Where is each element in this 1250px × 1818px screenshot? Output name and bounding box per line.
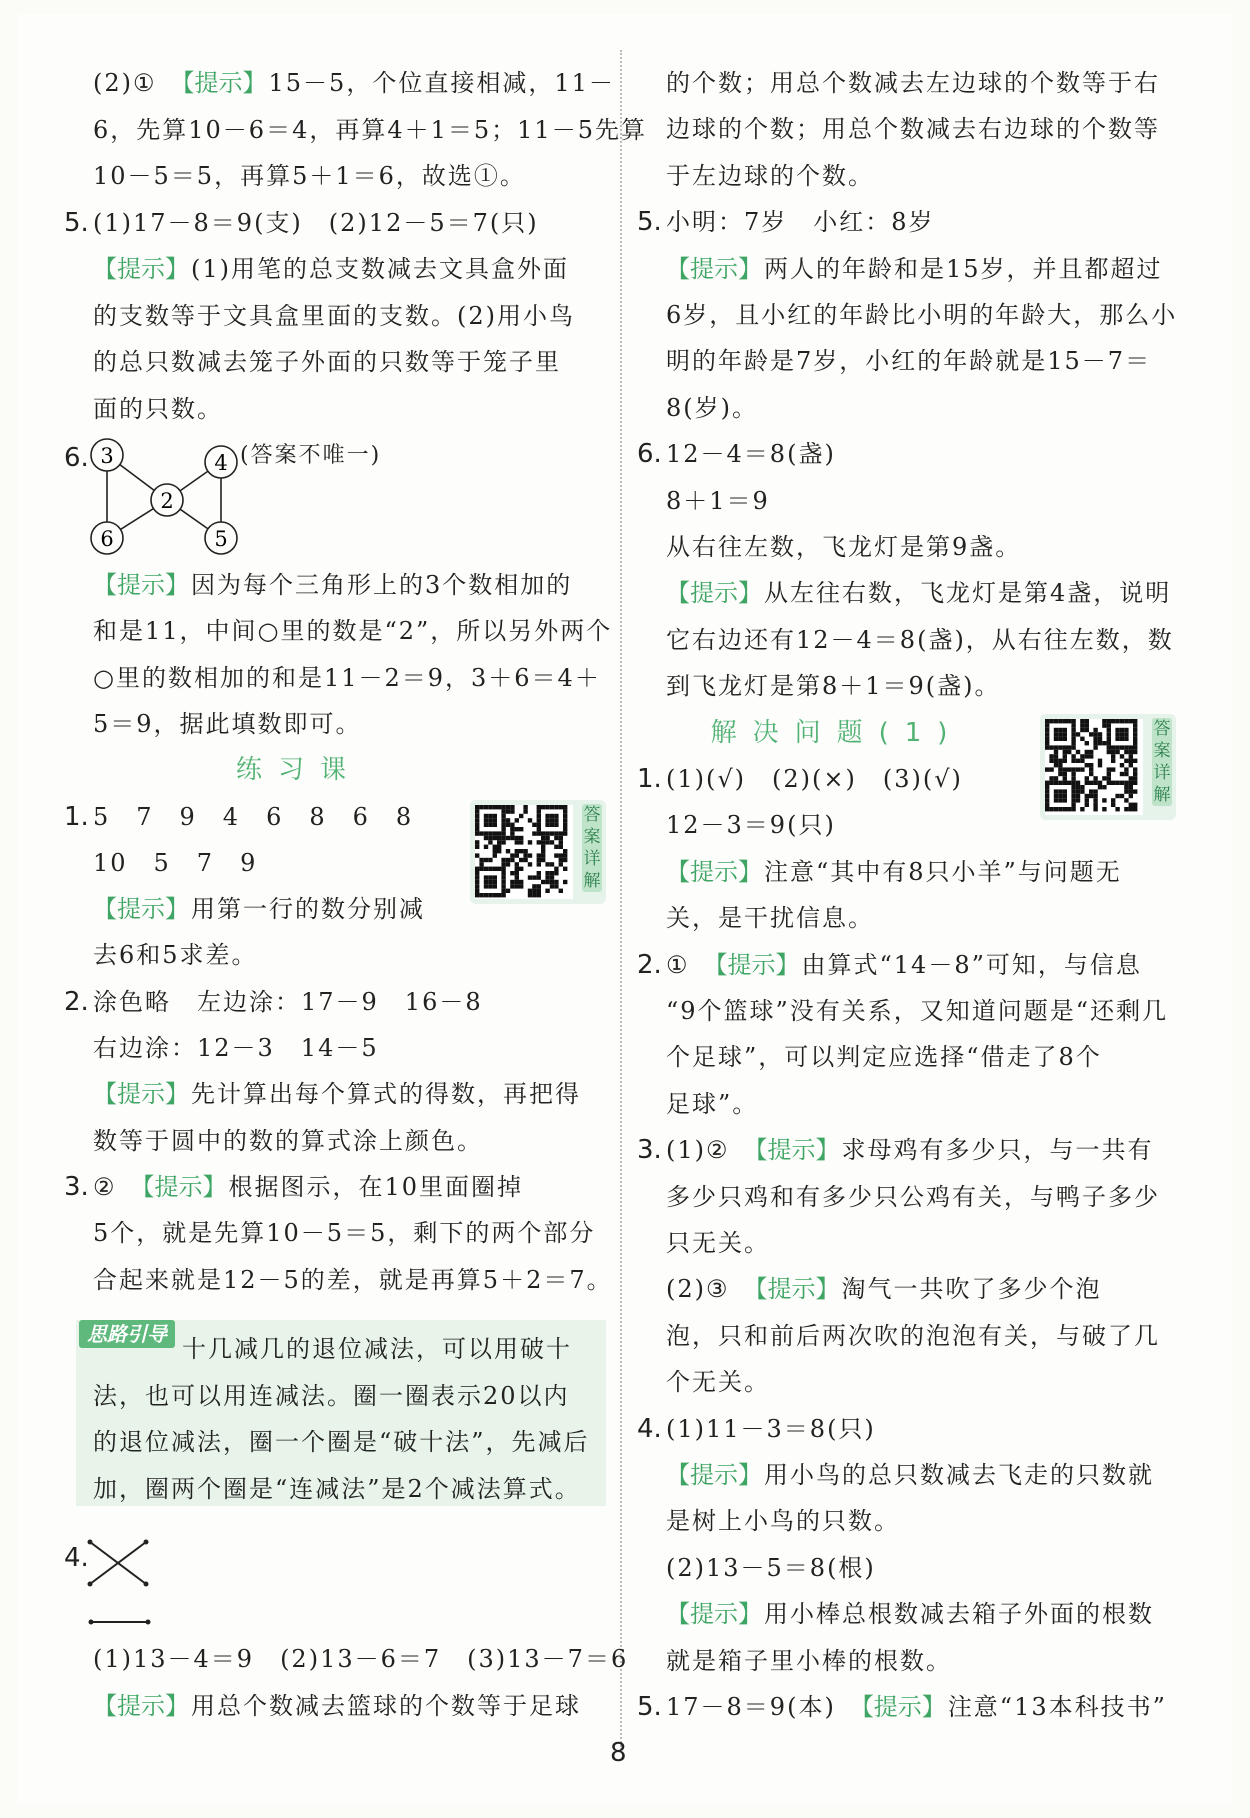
text: 的支数等于文具盒里面的支数。(2)用小鸟 — [93, 301, 575, 330]
text: 的总只数减去笼子外面的只数等于笼子里 — [93, 348, 561, 376]
answer-line — [637, 1266, 1182, 1312]
circle-number: 5 — [214, 527, 228, 551]
text: 5 7 9 4 6 8 6 8 — [93, 802, 414, 831]
matching-lines-diagram — [86, 1538, 156, 1628]
answer-line — [637, 246, 1182, 292]
text: 于左边球的个数。 — [666, 161, 874, 190]
hint-label: 【提示】 — [703, 950, 800, 979]
hint-label: 【提示】 — [93, 1080, 189, 1109]
tip-box-tag: 思路引导 — [79, 1320, 175, 1348]
answer-line — [64, 1071, 609, 1117]
text: 根据图示，在10里面圈掉 — [228, 1172, 524, 1201]
tip-line: 十几减几的退位减法，可以用破十 — [182, 1335, 572, 1363]
answer-choice: ② — [93, 1172, 117, 1201]
answer-line — [64, 979, 609, 1025]
text: 边球的个数；用总个数减去右边球的个数等 — [666, 115, 1160, 144]
question-number: 2. — [637, 949, 662, 980]
line-text — [93, 1210, 595, 1256]
text: 个足球”，可以判定应选择“借走了8个 — [666, 1043, 1102, 1072]
line-text — [93, 246, 569, 292]
answer-line — [64, 608, 613, 654]
hint-label: 【提示】 — [93, 571, 189, 599]
line-text — [666, 199, 935, 245]
line-text — [666, 524, 1021, 570]
line-text — [666, 1545, 876, 1591]
text: 到飞龙灯是第8＋1＝9(盏)。 — [666, 672, 1001, 701]
text: “9个篮球”没有关系，又知道问题是“还剩几 — [666, 997, 1169, 1025]
text: (1)11－3＝8(只) — [666, 1414, 876, 1443]
answer-line — [64, 701, 609, 747]
answer-line — [637, 385, 1182, 431]
line-text — [93, 1118, 483, 1164]
answer-line — [637, 1034, 1182, 1080]
answer-line — [637, 1498, 1182, 1544]
text: 12－3＝9(只) — [666, 811, 836, 840]
answer-line — [64, 1025, 609, 1071]
line-text — [666, 1127, 1154, 1173]
text: 用小棒总根数减去箱子外面的根数 — [764, 1600, 1154, 1629]
text: 8＋1＝9 — [666, 486, 770, 515]
text: 12－4＝8(盏) — [666, 440, 836, 469]
answer-line — [64, 1636, 629, 1682]
line-text — [666, 1591, 1154, 1637]
line-text — [666, 1220, 770, 1266]
page-number: 8 — [610, 1738, 627, 1768]
answer-line — [637, 942, 1182, 988]
text: 用总个数减去篮球的个数等于足球 — [191, 1691, 581, 1720]
line-text — [93, 386, 223, 432]
line-text — [93, 701, 362, 747]
line-text — [93, 979, 483, 1025]
question-number: 4. — [64, 1543, 89, 1573]
text: 6，先算10－6＝4，再算4＋1＝5；11－5先算 — [93, 115, 647, 144]
answer-line — [637, 1174, 1182, 1220]
answer-line — [637, 1313, 1182, 1359]
circle-number: 3 — [100, 444, 114, 468]
answer-line — [64, 1164, 609, 1210]
section-heading-text: 解决问题(1) — [710, 717, 964, 748]
line-text — [666, 153, 874, 199]
line-text — [93, 840, 257, 886]
answer-line — [637, 1359, 1182, 1405]
text: ○里的数相加的和是11－2＝9，3＋6＝4＋ — [93, 663, 601, 692]
hint-label: 【提示】 — [666, 857, 762, 886]
answer-line — [637, 338, 1182, 384]
line-text — [666, 246, 1163, 292]
qr-code-right[interactable] — [1040, 714, 1176, 820]
text: 只无关。 — [666, 1229, 770, 1257]
text: 泡，只和前后两次吹的泡泡有关，与破了几 — [666, 1321, 1160, 1350]
answer-line — [637, 1081, 1182, 1127]
qr-label: 答案详解 — [583, 805, 601, 891]
text: 注意“13本科技书” — [947, 1693, 1167, 1721]
text: 和是11，中间○里的数是“2”，所以另外两个 — [93, 617, 613, 646]
answer-line — [64, 339, 609, 385]
tip-line: 加，圈两个圈是“连减法”是2个减法算式。 — [93, 1474, 581, 1503]
text: 右边涂：12－3 14－5 — [93, 1034, 379, 1062]
answer-line — [64, 562, 609, 608]
text: 因为每个三角形上的3个数相加的 — [191, 571, 573, 599]
answer-line — [637, 849, 1182, 895]
hint-label: 【提示】 — [666, 579, 762, 608]
question-number: 1. — [64, 801, 89, 832]
line-text — [93, 932, 258, 978]
section-heading — [637, 710, 1037, 756]
text: 明的年龄是7岁，小红的年龄就是15－7＝ — [666, 347, 1152, 376]
answer-line — [64, 293, 609, 339]
line-text — [93, 1025, 379, 1071]
question-number: 3. — [637, 1135, 662, 1166]
line-text — [666, 1034, 1102, 1080]
line-text — [666, 570, 1171, 616]
answer-line — [64, 932, 609, 978]
line-text — [666, 849, 1122, 895]
text: 它右边还有12－4＝8(盏)，从右往左数，数 — [666, 625, 1174, 654]
line-text — [666, 292, 1177, 338]
line-text — [93, 1071, 581, 1117]
answer-line — [637, 1591, 1182, 1637]
answer-line — [637, 1545, 1182, 1591]
question-number: 4. — [637, 1413, 662, 1444]
answer-line — [637, 524, 1182, 570]
section-heading — [64, 747, 534, 793]
hint-label: 【提示】 — [93, 255, 189, 283]
line-text — [93, 608, 612, 654]
line-text — [93, 794, 413, 840]
text: 用第一行的数分别减 — [191, 895, 425, 924]
text: 小明：7岁 小红：8岁 — [666, 208, 935, 237]
answer-line — [64, 1118, 609, 1164]
line-text — [666, 988, 1168, 1034]
qr-label: 答案详解 — [1153, 719, 1171, 805]
line-text — [666, 1406, 876, 1452]
answer-line — [637, 663, 1182, 709]
answer-choice: (1)② — [666, 1136, 730, 1165]
line-text — [666, 1174, 1160, 1220]
text: (1)13－4＝9 (2)13－6＝7 (3)13－7＝6 — [93, 1645, 629, 1673]
answer-line — [637, 292, 1182, 338]
line-text — [93, 200, 539, 246]
line-text — [666, 1498, 900, 1544]
text: 8(岁)。 — [666, 393, 758, 422]
line-text — [93, 1636, 628, 1682]
line-text — [666, 478, 770, 524]
qr-code-icon — [475, 805, 573, 899]
text: 10－5＝5，再算5＋1＝6，故选①。 — [93, 162, 526, 190]
line-text — [666, 385, 758, 431]
line-text — [93, 886, 425, 932]
text: 从左往右数，飞龙灯是第4盏，说明 — [764, 579, 1172, 608]
answer-line — [637, 1684, 1182, 1730]
line-text — [93, 655, 601, 701]
answer-line — [64, 107, 647, 153]
line-text — [666, 942, 1142, 988]
text: 足球”。 — [666, 1089, 759, 1118]
line-text — [666, 106, 1160, 152]
hint-label: 【提示】 — [743, 1275, 840, 1304]
text: 淘气一共吹了多少个泡 — [841, 1275, 1102, 1304]
line-text — [666, 1081, 758, 1127]
line-text — [93, 107, 647, 153]
answer-line — [637, 431, 1182, 477]
answer-line — [637, 199, 1182, 245]
line-text — [666, 431, 836, 477]
text: 合起来就是12－5的差，就是再算5＋2＝7。 — [93, 1265, 613, 1294]
answer-choice: 17－8＝9(本) — [666, 1693, 836, 1721]
qr-code-icon — [1045, 719, 1143, 815]
circle-number: 6 — [100, 527, 114, 551]
line-text — [93, 153, 526, 199]
number-triangles-diagram — [85, 436, 245, 558]
answer-line — [637, 1220, 1182, 1266]
text: 从右往左数，飞龙灯是第9盏。 — [666, 533, 1022, 561]
answer-line — [637, 895, 1182, 941]
text: 多少只鸡和有多少只公鸡有关，与鸭子多少 — [666, 1182, 1160, 1211]
text: 先计算出每个算式的得数，再把得 — [191, 1080, 581, 1109]
question-number: 5. — [637, 207, 662, 238]
answer-line — [64, 1683, 609, 1729]
section-heading-text: 练习课 — [235, 755, 362, 786]
answer-line — [64, 200, 609, 246]
column-divider — [620, 50, 622, 1750]
answer-choice: ① — [666, 950, 690, 979]
answer-line — [64, 60, 615, 106]
text: 用小鸟的总只数减去飞走的只数就 — [764, 1461, 1154, 1489]
answer-line — [637, 988, 1182, 1034]
answer-line — [637, 617, 1182, 663]
question-number: 5. — [637, 1692, 662, 1722]
text: 就是箱子里小棒的根数。 — [666, 1646, 952, 1675]
qr-code-left[interactable] — [470, 800, 606, 904]
hint-label: 【提示】 — [743, 1136, 840, 1165]
answer-line — [637, 570, 1182, 616]
answer-line — [64, 153, 609, 199]
line-text — [666, 1313, 1160, 1359]
text: 面的只数。 — [93, 394, 223, 423]
text: 去6和5求差。 — [93, 941, 258, 970]
answer-line — [637, 1638, 1182, 1684]
answer-line — [637, 153, 1182, 199]
question-number: 6. — [64, 443, 89, 473]
hint-label: 【提示】 — [170, 69, 267, 97]
line-text — [666, 895, 874, 941]
answer-line — [637, 60, 1182, 106]
line-text — [666, 1452, 1154, 1498]
hint-label: 【提示】 — [93, 895, 189, 924]
text: (2)13－5＝8(根) — [666, 1553, 876, 1582]
line-text — [666, 1684, 1167, 1730]
text: 个无关。 — [666, 1368, 770, 1397]
answer-choice: (2)③ — [666, 1275, 730, 1304]
text: 两人的年龄和是15岁，并且都超过 — [764, 254, 1163, 283]
line-text — [666, 1266, 1102, 1312]
answer-line — [64, 386, 609, 432]
question-number: 3. — [64, 1171, 89, 1202]
answer-line — [637, 478, 1182, 524]
line-text — [666, 338, 1151, 384]
circle-number: 4 — [214, 451, 228, 475]
line-text — [93, 339, 561, 385]
text: 是树上小鸟的只数。 — [666, 1507, 900, 1536]
question-number: 1. — [637, 764, 662, 794]
answer-choice: (2)① — [93, 69, 157, 97]
answer-note: (答案不唯一) — [240, 443, 382, 468]
text: 6岁，且小红的年龄比小明的年龄大，那么小 — [666, 301, 1178, 329]
answer-line — [637, 1127, 1182, 1173]
answer-line — [637, 1452, 1182, 1498]
answer-line — [637, 1406, 1182, 1452]
question-number: 5. — [64, 207, 89, 238]
question-number: 6. — [637, 439, 662, 470]
answer-line — [64, 1210, 609, 1256]
text: 由算式“14－8”可知，与信息 — [801, 950, 1142, 979]
answer-line — [64, 655, 609, 701]
line-text — [93, 1257, 613, 1303]
text: 注意“其中有8只小羊”与问题无 — [764, 857, 1122, 886]
line-text — [666, 1359, 770, 1405]
line-text — [93, 293, 575, 339]
line-text — [93, 1164, 523, 1210]
answer-line — [637, 106, 1182, 152]
question-number: 2. — [64, 986, 89, 1017]
line-text — [666, 60, 1160, 106]
answer-line — [64, 1257, 613, 1303]
text: 求母鸡有多少只，与一共有 — [841, 1136, 1154, 1165]
hint-label: 【提示】 — [93, 1691, 189, 1720]
hint-label: 【提示】 — [849, 1693, 946, 1721]
text: (1)17－8＝9(支) (2)12－5＝7(只) — [93, 208, 539, 237]
answer-line — [64, 246, 609, 292]
line-text — [666, 663, 1001, 709]
tip-line: 的退位减法，圈一个圈是“破十法”，先减后 — [93, 1428, 590, 1456]
text: 10 5 7 9 — [93, 848, 258, 877]
text: 数等于圆中的数的算式涂上颜色。 — [93, 1126, 483, 1155]
line-text — [666, 1638, 952, 1684]
circle-number: 2 — [160, 489, 174, 513]
text: 5＝9，据此填数即可。 — [93, 709, 362, 738]
text: 15－5，个位直接相减，11－ — [268, 69, 615, 97]
text: (1)用笔的总支数减去文具盒外面 — [191, 255, 569, 283]
text: 涂色略 左边涂：17－9 16－8 — [93, 987, 483, 1016]
hint-label: 【提示】 — [666, 1461, 762, 1489]
tip-line: 法，也可以用连减法。圈一圈表示20以内 — [93, 1381, 570, 1410]
line-text — [666, 756, 963, 802]
line-text — [93, 60, 615, 106]
text: 关，是干扰信息。 — [666, 904, 874, 933]
hint-label: 【提示】 — [130, 1172, 227, 1201]
hint-label: 【提示】 — [666, 254, 762, 283]
text: 的个数；用总个数减去左边球的个数等于右 — [666, 69, 1160, 97]
line-text — [666, 802, 836, 848]
line-text — [666, 617, 1174, 663]
text: (1)(√) (2)(×) (3)(√) — [666, 765, 963, 793]
line-text — [93, 562, 572, 608]
line-text — [93, 1683, 581, 1729]
text: 5个，就是先算10－5＝5，剩下的两个部分 — [93, 1219, 596, 1248]
hint-label: 【提示】 — [666, 1600, 762, 1629]
